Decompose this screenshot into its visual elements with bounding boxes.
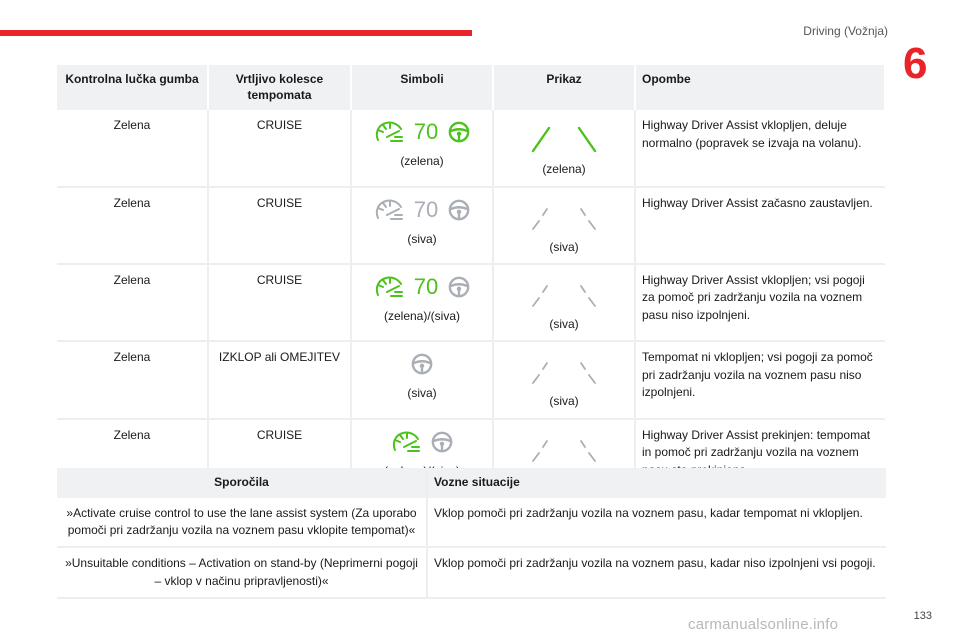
col-header-notes: Opombe: [636, 65, 886, 110]
symbol-caption: (zelena): [400, 154, 444, 169]
wheel-cell: CRUISE: [209, 420, 352, 497]
steering-wheel-icon: [431, 431, 453, 453]
symbol-caption: (zelena)/(siva): [383, 308, 461, 323]
speed-value: 70: [413, 119, 439, 145]
col-header-lamp: Kontrolna lučka gumba: [57, 65, 209, 110]
watermark: carmanualsonline.info: [688, 616, 839, 633]
situation-cell: Vklop pomoči pri zadržanju vozila na voznem pasu, kadar tempomat ni vklopljen.: [428, 498, 886, 549]
note-cell: Tempomat ni vklopljen; vsi pogoji za pomoč pri zadržanju vozila na voznem pasu niso izpolnjeni.: [636, 342, 886, 419]
symbol-caption: (siva): [407, 386, 437, 401]
table-row: [57, 498, 886, 549]
symbol-cell: [352, 265, 494, 342]
note-cell: Highway Driver Assist vklopljen; vsi pogoji za pomoč pri zadržanju vozila na voznem pasu niso izpolnjeni.: [636, 265, 886, 342]
note-cell: Highway Driver Assist prekinjen: tempomat in pomoč pri zadržanju vozila na voznem: [636, 420, 886, 497]
lamp-cell: Zelena: [57, 342, 209, 419]
lamp-cell: Zelena: [57, 265, 209, 342]
speedometer-icon: [374, 120, 404, 144]
display-cell: [494, 110, 636, 187]
steering-wheel-icon: [448, 276, 470, 298]
display-cell: [494, 188, 636, 265]
table-row: [57, 342, 886, 419]
message-table-header: [57, 468, 886, 498]
table-row: [57, 265, 886, 342]
lane-markings-icon: [529, 279, 599, 309]
speed-value: 70: [413, 196, 439, 222]
symbol-cell: [352, 342, 494, 419]
wheel-cell: CRUISE: [209, 188, 352, 265]
chapter-number: 6: [903, 39, 928, 88]
top-accent-bar: [0, 30, 472, 36]
note-cell: Highway Driver Assist vklopljen, deluje normalno (popravek se izvaja na volanu).: [636, 110, 886, 187]
table-row: [57, 188, 886, 265]
lane-markings-icon: [529, 356, 599, 386]
indicator-table-header: [57, 65, 886, 110]
steering-wheel-icon: [411, 353, 433, 375]
lane-markings-icon: [529, 124, 599, 154]
speedometer-icon: [391, 430, 421, 454]
col-header-messages: Sporočila: [57, 468, 428, 498]
message-cell: »Activate cruise control to use the lane assist system (Za uporabo pomoči pri zadržanju vozila na voznem pasu vklopite tempomat)«: [57, 498, 428, 549]
lamp-cell: Zelena: [57, 188, 209, 265]
indicator-table: [57, 65, 886, 497]
situation-cell: Vklop pomoči pri zadržanju vozila na voznem pasu, kadar niso izpolnjeni vsi pogoji.: [428, 548, 886, 599]
col-header-situations: Vozne situacije: [428, 468, 886, 498]
page-number: 133: [913, 610, 932, 622]
steering-wheel-icon: [448, 199, 470, 221]
display-caption: (siva): [549, 239, 579, 254]
message-cell: »Unsuitable conditions – Activation on stand-by (Neprimerni pogoji – vklop v načinu pripravljenosti)«: [57, 548, 428, 599]
steering-wheel-icon: [448, 121, 470, 143]
display-cell: [494, 265, 636, 342]
speed-value: 70: [413, 273, 439, 299]
wheel-cell: CRUISE: [209, 110, 352, 187]
lamp-cell: Zelena: [57, 110, 209, 187]
display-cell: [494, 342, 636, 419]
lamp-cell: Zelena: [57, 420, 209, 497]
symbol-cell: [352, 188, 494, 265]
lane-markings-icon: [529, 202, 599, 232]
display-caption: (siva): [549, 394, 579, 409]
section-title: Driving (Vožnja): [803, 24, 888, 38]
wheel-cell: CRUISE: [209, 265, 352, 342]
col-header-symbols: Simboli: [352, 65, 494, 110]
speedometer-icon: [374, 198, 404, 222]
display-caption: (siva): [549, 316, 579, 331]
message-table: [57, 468, 886, 599]
table-row: [57, 110, 886, 187]
lane-markings-icon: [529, 434, 599, 464]
col-header-display: Prikaz: [494, 65, 636, 110]
wheel-cell: IZKLOP ali OMEJITEV: [209, 342, 352, 419]
symbol-cell: [352, 110, 494, 187]
col-header-wheel: Vrtljivo kolesce tempomata: [209, 65, 352, 110]
table-row: [57, 548, 886, 599]
speedometer-icon: [374, 275, 404, 299]
symbol-caption: (siva): [407, 231, 437, 246]
note-cell: Highway Driver Assist začasno zaustavljen.: [636, 188, 886, 265]
display-caption: (zelena): [542, 162, 586, 177]
